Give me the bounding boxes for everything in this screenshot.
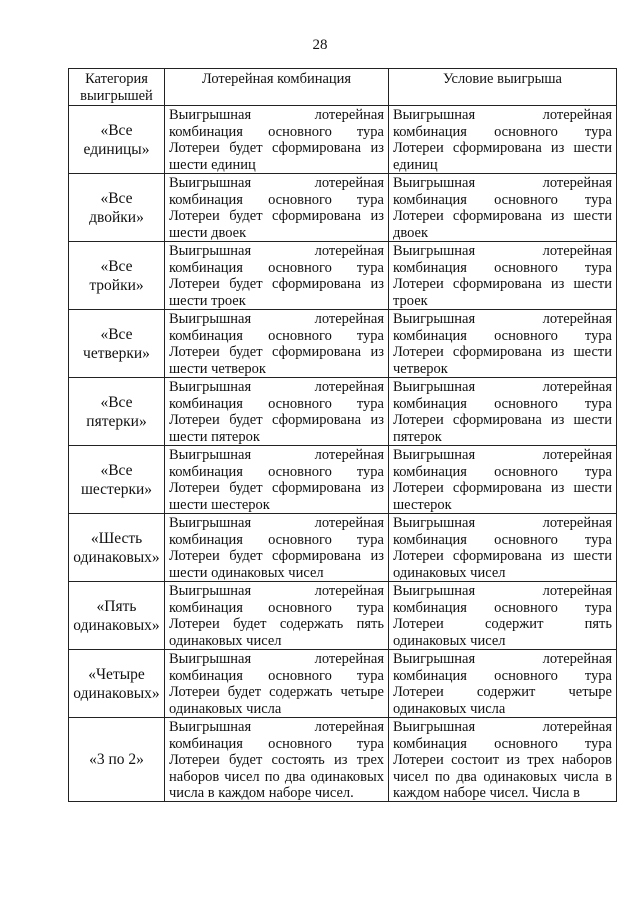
condition-cell bbox=[389, 650, 617, 718]
condition-cell bbox=[389, 174, 617, 242]
combination-cell bbox=[165, 242, 389, 310]
table-row bbox=[69, 650, 617, 718]
condition-text: Выигрышная лотерейная комбинация основного тура Лотереи содержит четыре одинаковых числа bbox=[393, 651, 612, 717]
condition-text: Выигрышная лотерейная комбинация основного тура Лотереи сформирована из шести двоек bbox=[393, 175, 612, 241]
table-header-row bbox=[69, 69, 617, 106]
combination-text: Выигрышная лотерейная комбинация основного тура Лотереи будет содержать четыре одинаковых числа bbox=[169, 651, 384, 717]
combination-text: Выигрышная лотерейная комбинация основного тура Лотереи будет сформирована из шести пятерок bbox=[169, 379, 384, 445]
combination-cell bbox=[165, 650, 389, 718]
combination-text: Выигрышная лотерейная комбинация основного тура Лотереи будет сформирована из шести троек bbox=[169, 243, 384, 309]
condition-text: Выигрышная лотерейная комбинация основного тура Лотереи состоит из трех наборов чисел по два одинаковых числа в каждом наборе чисел. Числа в bbox=[393, 719, 612, 801]
category-cell: «Все шестерки» bbox=[69, 446, 165, 514]
combination-cell bbox=[165, 718, 389, 802]
category-cell: «Пять одинаковых» bbox=[69, 582, 165, 650]
condition-cell bbox=[389, 310, 617, 378]
category-cell: «Четыре одинаковых» bbox=[69, 650, 165, 718]
category-cell: «Шесть одинаковых» bbox=[69, 514, 165, 582]
combination-text: Выигрышная лотерейная комбинация основного тура Лотереи будет сформирована из шести двоек bbox=[169, 175, 384, 241]
category-cell: «3 по 2» bbox=[69, 718, 165, 802]
combination-cell bbox=[165, 378, 389, 446]
condition-text: Выигрышная лотерейная комбинация основного тура Лотереи сформирована из шести четверок bbox=[393, 311, 612, 377]
combination-text: Выигрышная лотерейная комбинация основного тура Лотереи будет сформирована из шести четверок bbox=[169, 311, 384, 377]
table-row bbox=[69, 582, 617, 650]
condition-cell bbox=[389, 582, 617, 650]
combination-cell bbox=[165, 310, 389, 378]
category-cell: «Все двойки» bbox=[69, 174, 165, 242]
table-row bbox=[69, 174, 617, 242]
header-condition: Условие выигрыша bbox=[389, 69, 617, 106]
condition-cell bbox=[389, 718, 617, 802]
combination-text: Выигрышная лотерейная комбинация основного тура Лотереи будет состоять из трех наборов чисел по два одинаковых числа в каждом наборе чисел. bbox=[169, 719, 384, 801]
category-cell: «Все четверки» bbox=[69, 310, 165, 378]
table-row bbox=[69, 310, 617, 378]
condition-cell bbox=[389, 242, 617, 310]
condition-text: Выигрышная лотерейная комбинация основного тура Лотереи содержит пять одинаковых чисел bbox=[393, 583, 612, 649]
condition-cell bbox=[389, 514, 617, 582]
header-category: Категория выигрышей bbox=[69, 69, 165, 106]
combination-text: Выигрышная лотерейная комбинация основного тура Лотереи будет сформирована из шести шестерок bbox=[169, 447, 384, 513]
table-row bbox=[69, 718, 617, 802]
combination-text: Выигрышная лотерейная комбинация основного тура Лотереи будет содержать пять одинаковых чисел bbox=[169, 583, 384, 649]
header-combination: Лотерейная комбинация bbox=[165, 69, 389, 106]
winning-categories-table bbox=[68, 68, 617, 802]
table-row bbox=[69, 378, 617, 446]
combination-cell bbox=[165, 446, 389, 514]
combination-text: Выигрышная лотерейная комбинация основного тура Лотереи будет сформирована из шести единиц bbox=[169, 107, 384, 173]
condition-cell bbox=[389, 446, 617, 514]
table-row bbox=[69, 106, 617, 174]
category-cell: «Все тройки» bbox=[69, 242, 165, 310]
table-row bbox=[69, 446, 617, 514]
category-cell: «Все пятерки» bbox=[69, 378, 165, 446]
table-row bbox=[69, 242, 617, 310]
condition-text: Выигрышная лотерейная комбинация основного тура Лотереи сформирована из шести одинаковых чисел bbox=[393, 515, 612, 581]
condition-text: Выигрышная лотерейная комбинация основного тура Лотереи сформирована из шести шестерок bbox=[393, 447, 612, 513]
combination-cell bbox=[165, 514, 389, 582]
combination-text: Выигрышная лотерейная комбинация основного тура Лотереи будет сформирована из шести одинаковых чисел bbox=[169, 515, 384, 581]
combination-cell bbox=[165, 582, 389, 650]
combination-cell bbox=[165, 106, 389, 174]
condition-cell bbox=[389, 106, 617, 174]
combination-cell bbox=[165, 174, 389, 242]
condition-text: Выигрышная лотерейная комбинация основного тура Лотереи сформирована из шести единиц bbox=[393, 107, 612, 173]
condition-text: Выигрышная лотерейная комбинация основного тура Лотереи сформирована из шести троек bbox=[393, 243, 612, 309]
table-row bbox=[69, 514, 617, 582]
category-cell: «Все единицы» bbox=[69, 106, 165, 174]
page-number: 28 bbox=[312, 37, 328, 53]
condition-cell bbox=[389, 378, 617, 446]
condition-text: Выигрышная лотерейная комбинация основного тура Лотереи сформирована из шести пятерок bbox=[393, 379, 612, 445]
